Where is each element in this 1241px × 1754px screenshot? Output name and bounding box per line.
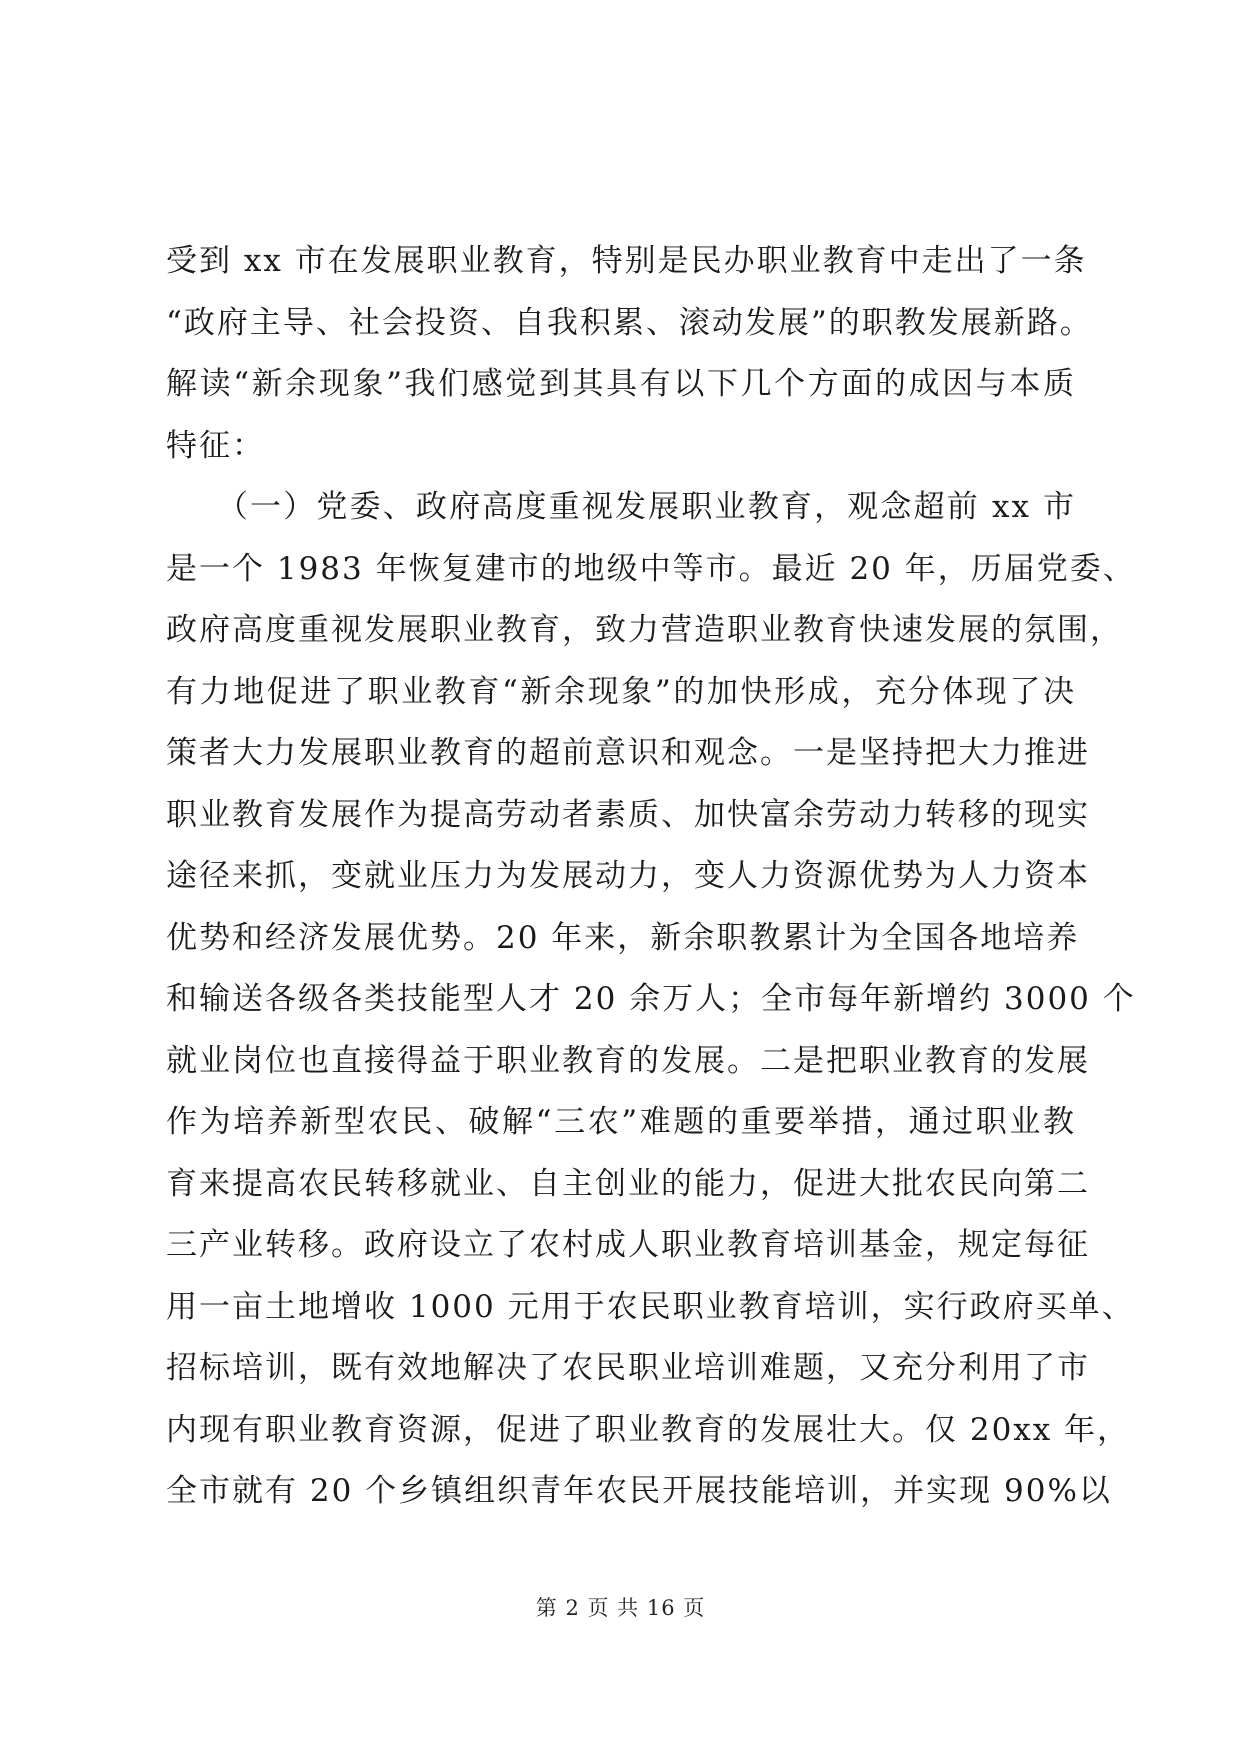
- text-line: 作为培养新型农民、破解“三农”难题的重要举措，通过职业教: [166, 1104, 1076, 1140]
- text-line: 特征：: [166, 427, 265, 464]
- text-line: “政府主导、社会投资、自我积累、滚动发展”的职教发展新路。: [166, 304, 1093, 341]
- text-line: 育来提高农民转移就业、自主创业的能力，促进大批农民向第二: [166, 1165, 1090, 1202]
- section-heading-line: （一）党委、政府高度重视发展职业教育，观念超前 xx 市: [166, 489, 1076, 525]
- text-line: 和输送各级各类技能型人才 20 余万人；全市每年新增约 3000 个: [166, 981, 1136, 1017]
- text-line: 招标培训，既有效地解决了农民职业培训难题，又充分利用了市: [166, 1350, 1090, 1386]
- text-line: 全市就有 20 个乡镇组织青年农民开展技能培训，并实现 90%以: [166, 1473, 1112, 1509]
- text-line: 内现有职业教育资源，促进了职业教育的发展壮大。仅 20xx 年，: [166, 1411, 1131, 1448]
- text-line: 策者大力发展职业教育的超前意识和观念。一是坚持把大力推进: [166, 735, 1090, 771]
- text-line: 解读“新余现象”我们感觉到其具有以下几个方面的成因与本质: [166, 366, 1076, 402]
- text-line: 有力地促进了职业教育“新余现象”的加快形成，充分体现了决: [166, 673, 1076, 710]
- document-body: [166, 231, 1136, 1523]
- text-line: 政府高度重视发展职业教育，致力营造职业教育快速发展的氛围，: [166, 612, 1123, 648]
- text-line: 受到 xx 市在发展职业教育，特别是民办职业教育中走出了一条: [166, 243, 1087, 279]
- text-line: 就业岗位也直接得益于职业教育的发展。二是把职业教育的发展: [166, 1042, 1090, 1079]
- page-number-footer: 第 2 页 共 16 页: [535, 1596, 706, 1620]
- text-line: 职业教育发展作为提高劳动者素质、加快富余劳动力转移的现实: [166, 796, 1090, 833]
- text-line: 用一亩土地增收 1000 元用于农民职业教育培训，实行政府买单、: [166, 1288, 1135, 1325]
- text-line: 优势和经济发展优势。20 年来，新余职教累计为全国各地培养: [166, 919, 1080, 956]
- text-line: 途径来抓，变就业压力为发展动力，变人力资源优势为人力资本: [166, 858, 1090, 894]
- text-line: 三产业转移。政府设立了农村成人职业教育培训基金，规定每征: [166, 1227, 1090, 1263]
- text-line: 是一个 1983 年恢复建市的地级中等市。最近 20 年，历届党委、: [166, 550, 1136, 587]
